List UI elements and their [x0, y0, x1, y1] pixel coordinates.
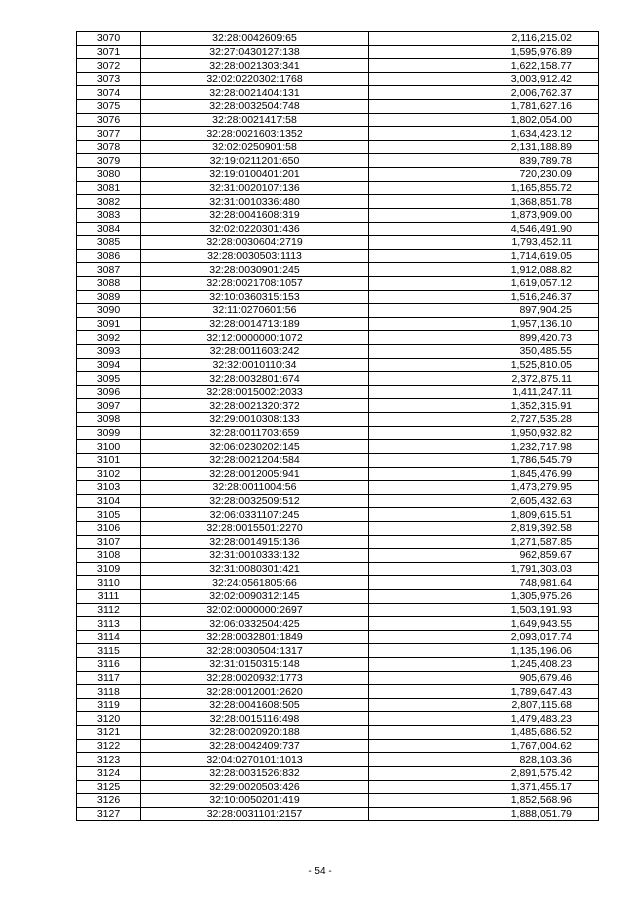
table-row [77, 304, 599, 318]
row-number-cell: 3073 [77, 72, 141, 86]
amount-cell: 1,516,246.37 [369, 290, 599, 304]
cadastral-number-cell: 32:02:0250901:58 [141, 140, 369, 154]
cadastral-number-cell: 32:31:0080301:421 [141, 562, 369, 576]
table-row [77, 726, 599, 740]
amount-cell: 1,503,191.93 [369, 603, 599, 617]
amount-cell: 1,165,855.72 [369, 181, 599, 195]
row-number-cell: 3079 [77, 154, 141, 168]
amount-cell: 1,245,408.23 [369, 658, 599, 672]
row-number-cell: 3080 [77, 168, 141, 182]
row-number-cell: 3072 [77, 59, 141, 73]
table-row [77, 426, 599, 440]
cadastral-number-cell: 32:28:0014915:136 [141, 535, 369, 549]
row-number-cell: 3101 [77, 453, 141, 467]
amount-cell: 1,411,247.11 [369, 385, 599, 399]
amount-cell: 1,371,455.17 [369, 780, 599, 794]
amount-cell: 748,981.64 [369, 576, 599, 590]
table-row [77, 127, 599, 141]
table-row [77, 358, 599, 372]
row-number-cell: 3095 [77, 372, 141, 386]
cadastral-number-cell: 32:31:0010336:480 [141, 195, 369, 209]
row-number-cell: 3085 [77, 236, 141, 250]
amount-cell: 1,634,423.12 [369, 127, 599, 141]
table-row [77, 658, 599, 672]
table-row [77, 698, 599, 712]
cadastral-number-cell: 32:28:0030901:245 [141, 263, 369, 277]
table-row [77, 576, 599, 590]
data-table [76, 31, 599, 821]
table-row [77, 154, 599, 168]
table-row [77, 168, 599, 182]
amount-cell: 1,791,303.03 [369, 562, 599, 576]
cadastral-number-cell: 32:19:0100401:201 [141, 168, 369, 182]
amount-cell: 1,957,136.10 [369, 317, 599, 331]
table-row [77, 739, 599, 753]
amount-cell: 2,116,215.02 [369, 32, 599, 46]
amount-cell: 1,809,615.51 [369, 508, 599, 522]
cadastral-number-cell: 32:04:0270101:1013 [141, 753, 369, 767]
row-number-cell: 3111 [77, 589, 141, 603]
table-row [77, 413, 599, 427]
cadastral-number-cell: 32:28:0020932:1773 [141, 671, 369, 685]
amount-cell: 1,368,851.78 [369, 195, 599, 209]
row-number-cell: 3088 [77, 276, 141, 290]
table-row [77, 222, 599, 236]
cadastral-number-cell: 32:29:0010308:133 [141, 413, 369, 427]
table-row [77, 807, 599, 821]
cadastral-number-cell: 32:28:0021708:1057 [141, 276, 369, 290]
row-number-cell: 3113 [77, 617, 141, 631]
row-number-cell: 3091 [77, 317, 141, 331]
cadastral-number-cell: 32:28:0015116:498 [141, 712, 369, 726]
table-row [77, 236, 599, 250]
row-number-cell: 3096 [77, 385, 141, 399]
table-row [77, 780, 599, 794]
cadastral-number-cell: 32:28:0012001:2620 [141, 685, 369, 699]
row-number-cell: 3087 [77, 263, 141, 277]
table-row [77, 345, 599, 359]
cadastral-number-cell: 32:28:0014713:189 [141, 317, 369, 331]
cadastral-number-cell: 32:28:0011603:242 [141, 345, 369, 359]
amount-cell: 1,888,051.79 [369, 807, 599, 821]
table-row [77, 32, 599, 46]
table-row [77, 766, 599, 780]
table-row [77, 562, 599, 576]
row-number-cell: 3109 [77, 562, 141, 576]
table-row [77, 45, 599, 59]
cadastral-number-cell: 32:11:0270601:56 [141, 304, 369, 318]
amount-cell: 897,904.25 [369, 304, 599, 318]
table-row [77, 181, 599, 195]
cadastral-number-cell: 32:28:0030504:1317 [141, 644, 369, 658]
table-row [77, 290, 599, 304]
cadastral-number-cell: 32:28:0030503:1113 [141, 249, 369, 263]
cadastral-number-cell: 32:28:0021204:584 [141, 453, 369, 467]
row-number-cell: 3102 [77, 467, 141, 481]
table-row [77, 72, 599, 86]
table-row [77, 549, 599, 563]
amount-cell: 1,649,943.55 [369, 617, 599, 631]
row-number-cell: 3127 [77, 807, 141, 821]
table-row [77, 195, 599, 209]
amount-cell: 1,479,483.23 [369, 712, 599, 726]
amount-cell: 2,372,875.11 [369, 372, 599, 386]
cadastral-number-cell: 32:31:0020107:136 [141, 181, 369, 195]
amount-cell: 1,789,647.43 [369, 685, 599, 699]
row-number-cell: 3099 [77, 426, 141, 440]
table-row [77, 644, 599, 658]
cadastral-number-cell: 32:28:0031101:2157 [141, 807, 369, 821]
row-number-cell: 3105 [77, 508, 141, 522]
row-number-cell: 3077 [77, 127, 141, 141]
row-number-cell: 3120 [77, 712, 141, 726]
table-row [77, 385, 599, 399]
amount-cell: 1,305,975.26 [369, 589, 599, 603]
row-number-cell: 3082 [77, 195, 141, 209]
cadastral-number-cell: 32:10:0360315:153 [141, 290, 369, 304]
table-row [77, 494, 599, 508]
cadastral-number-cell: 32:02:0220301:436 [141, 222, 369, 236]
cadastral-number-cell: 32:28:0012005:941 [141, 467, 369, 481]
row-number-cell: 3114 [77, 630, 141, 644]
row-number-cell: 3110 [77, 576, 141, 590]
cadastral-number-cell: 32:28:0042409:737 [141, 739, 369, 753]
amount-cell: 1,767,004.62 [369, 739, 599, 753]
row-number-cell: 3089 [77, 290, 141, 304]
amount-cell: 1,873,909.00 [369, 208, 599, 222]
cadastral-number-cell: 32:28:0011703:659 [141, 426, 369, 440]
amount-cell: 1,525,810.05 [369, 358, 599, 372]
row-number-cell: 3070 [77, 32, 141, 46]
amount-cell: 2,006,762.37 [369, 86, 599, 100]
amount-cell: 1,714,619.05 [369, 249, 599, 263]
cadastral-number-cell: 32:29:0020503:426 [141, 780, 369, 794]
cadastral-number-cell: 32:12:0000000:1072 [141, 331, 369, 345]
row-number-cell: 3121 [77, 726, 141, 740]
table-row [77, 794, 599, 808]
row-number-cell: 3117 [77, 671, 141, 685]
amount-cell: 899,420.73 [369, 331, 599, 345]
amount-cell: 2,727,535.28 [369, 413, 599, 427]
cadastral-number-cell: 32:27:0430127:138 [141, 45, 369, 59]
row-number-cell: 3078 [77, 140, 141, 154]
row-number-cell: 3086 [77, 249, 141, 263]
table-row [77, 712, 599, 726]
amount-cell: 1,473,279.95 [369, 481, 599, 495]
row-number-cell: 3097 [77, 399, 141, 413]
row-number-cell: 3125 [77, 780, 141, 794]
row-number-cell: 3090 [77, 304, 141, 318]
row-number-cell: 3116 [77, 658, 141, 672]
row-number-cell: 3076 [77, 113, 141, 127]
amount-cell: 3,003,912.42 [369, 72, 599, 86]
row-number-cell: 3071 [77, 45, 141, 59]
table-body [77, 32, 599, 821]
amount-cell: 2,819,392.58 [369, 521, 599, 535]
table-row [77, 113, 599, 127]
amount-cell: 1,271,587.85 [369, 535, 599, 549]
row-number-cell: 3112 [77, 603, 141, 617]
row-number-cell: 3098 [77, 413, 141, 427]
page-number: - 54 - [308, 866, 332, 877]
row-number-cell: 3074 [77, 86, 141, 100]
table-row [77, 508, 599, 522]
row-number-cell: 3118 [77, 685, 141, 699]
amount-cell: 1,135,196.06 [369, 644, 599, 658]
row-number-cell: 3115 [77, 644, 141, 658]
amount-cell: 1,845,476.99 [369, 467, 599, 481]
amount-cell: 4,546,491.90 [369, 222, 599, 236]
amount-cell: 350,485.55 [369, 345, 599, 359]
amount-cell: 2,093,017.74 [369, 630, 599, 644]
cadastral-number-cell: 32:28:0015501:2270 [141, 521, 369, 535]
row-number-cell: 3084 [77, 222, 141, 236]
cadastral-number-cell: 32:32:0010110:34 [141, 358, 369, 372]
table-row [77, 249, 599, 263]
cadastral-number-cell: 32:19:0211201:650 [141, 154, 369, 168]
amount-cell: 1,595,976.89 [369, 45, 599, 59]
cadastral-number-cell: 32:02:0090312:145 [141, 589, 369, 603]
amount-cell: 1,622,158.77 [369, 59, 599, 73]
amount-cell: 1,950,932.82 [369, 426, 599, 440]
row-number-cell: 3094 [77, 358, 141, 372]
cadastral-number-cell: 32:28:0041608:505 [141, 698, 369, 712]
row-number-cell: 3083 [77, 208, 141, 222]
cadastral-number-cell: 32:28:0021404:131 [141, 86, 369, 100]
row-number-cell: 3124 [77, 766, 141, 780]
table-row [77, 208, 599, 222]
amount-cell: 1,352,315.91 [369, 399, 599, 413]
amount-cell: 1,781,627.16 [369, 100, 599, 114]
amount-cell: 2,891,575.42 [369, 766, 599, 780]
amount-cell: 2,807,115.68 [369, 698, 599, 712]
table-row [77, 59, 599, 73]
cadastral-number-cell: 32:28:0042609:65 [141, 32, 369, 46]
table-row [77, 276, 599, 290]
table-row [77, 521, 599, 535]
cadastral-number-cell: 32:28:0031526:832 [141, 766, 369, 780]
amount-cell: 905,679.46 [369, 671, 599, 685]
cadastral-number-cell: 32:28:0032801:1849 [141, 630, 369, 644]
row-number-cell: 3081 [77, 181, 141, 195]
table-row [77, 589, 599, 603]
table-row [77, 685, 599, 699]
cadastral-number-cell: 32:31:0150315:148 [141, 658, 369, 672]
table-row [77, 617, 599, 631]
table-row [77, 671, 599, 685]
table-row [77, 372, 599, 386]
amount-cell: 2,605,432.63 [369, 494, 599, 508]
cadastral-number-cell: 32:28:0011004:56 [141, 481, 369, 495]
cadastral-number-cell: 32:24:0561805:66 [141, 576, 369, 590]
cadastral-number-cell: 32:02:0220302:1768 [141, 72, 369, 86]
table-row [77, 467, 599, 481]
row-number-cell: 3075 [77, 100, 141, 114]
amount-cell: 720,230.09 [369, 168, 599, 182]
cadastral-number-cell: 32:28:0032504:748 [141, 100, 369, 114]
amount-cell: 1,485,686.52 [369, 726, 599, 740]
amount-cell: 1,912,088.82 [369, 263, 599, 277]
amount-cell: 1,852,568.96 [369, 794, 599, 808]
table-row [77, 86, 599, 100]
row-number-cell: 3100 [77, 440, 141, 454]
row-number-cell: 3093 [77, 345, 141, 359]
row-number-cell: 3107 [77, 535, 141, 549]
cadastral-number-cell: 32:28:0021303:341 [141, 59, 369, 73]
cadastral-number-cell: 32:28:0021603:1352 [141, 127, 369, 141]
amount-cell: 962,859.67 [369, 549, 599, 563]
cadastral-number-cell: 32:10:0050201:419 [141, 794, 369, 808]
cadastral-number-cell: 32:06:0230202:145 [141, 440, 369, 454]
cadastral-number-cell: 32:28:0020920:188 [141, 726, 369, 740]
amount-cell: 1,232,717.98 [369, 440, 599, 454]
amount-cell: 828,103.36 [369, 753, 599, 767]
row-number-cell: 3108 [77, 549, 141, 563]
cadastral-number-cell: 32:31:0010333:132 [141, 549, 369, 563]
row-number-cell: 3122 [77, 739, 141, 753]
table-row [77, 753, 599, 767]
table-row [77, 535, 599, 549]
row-number-cell: 3126 [77, 794, 141, 808]
cadastral-number-cell: 32:28:0030604:2719 [141, 236, 369, 250]
table-row [77, 399, 599, 413]
cadastral-number-cell: 32:28:0041608:319 [141, 208, 369, 222]
amount-cell: 1,793,452.11 [369, 236, 599, 250]
table-row [77, 263, 599, 277]
amount-cell: 1,619,057.12 [369, 276, 599, 290]
table-row [77, 603, 599, 617]
row-number-cell: 3092 [77, 331, 141, 345]
row-number-cell: 3106 [77, 521, 141, 535]
amount-cell: 1,802,054.00 [369, 113, 599, 127]
table-row [77, 100, 599, 114]
amount-cell: 2,131,188.89 [369, 140, 599, 154]
cadastral-number-cell: 32:28:0015002:2033 [141, 385, 369, 399]
cadastral-number-cell: 32:28:0021417:58 [141, 113, 369, 127]
row-number-cell: 3103 [77, 481, 141, 495]
cadastral-number-cell: 32:02:0000000:2697 [141, 603, 369, 617]
table-row [77, 453, 599, 467]
cadastral-number-cell: 32:28:0021320:372 [141, 399, 369, 413]
table-row [77, 481, 599, 495]
row-number-cell: 3104 [77, 494, 141, 508]
cadastral-number-cell: 32:06:0332504:425 [141, 617, 369, 631]
table-row [77, 140, 599, 154]
cadastral-number-cell: 32:28:0032801:674 [141, 372, 369, 386]
cadastral-number-cell: 32:28:0032509:512 [141, 494, 369, 508]
table-row [77, 440, 599, 454]
table-row [77, 317, 599, 331]
row-number-cell: 3119 [77, 698, 141, 712]
table-row [77, 331, 599, 345]
cadastral-number-cell: 32:06:0331107:245 [141, 508, 369, 522]
row-number-cell: 3123 [77, 753, 141, 767]
table-row [77, 630, 599, 644]
amount-cell: 839,789.78 [369, 154, 599, 168]
amount-cell: 1,786,545.79 [369, 453, 599, 467]
